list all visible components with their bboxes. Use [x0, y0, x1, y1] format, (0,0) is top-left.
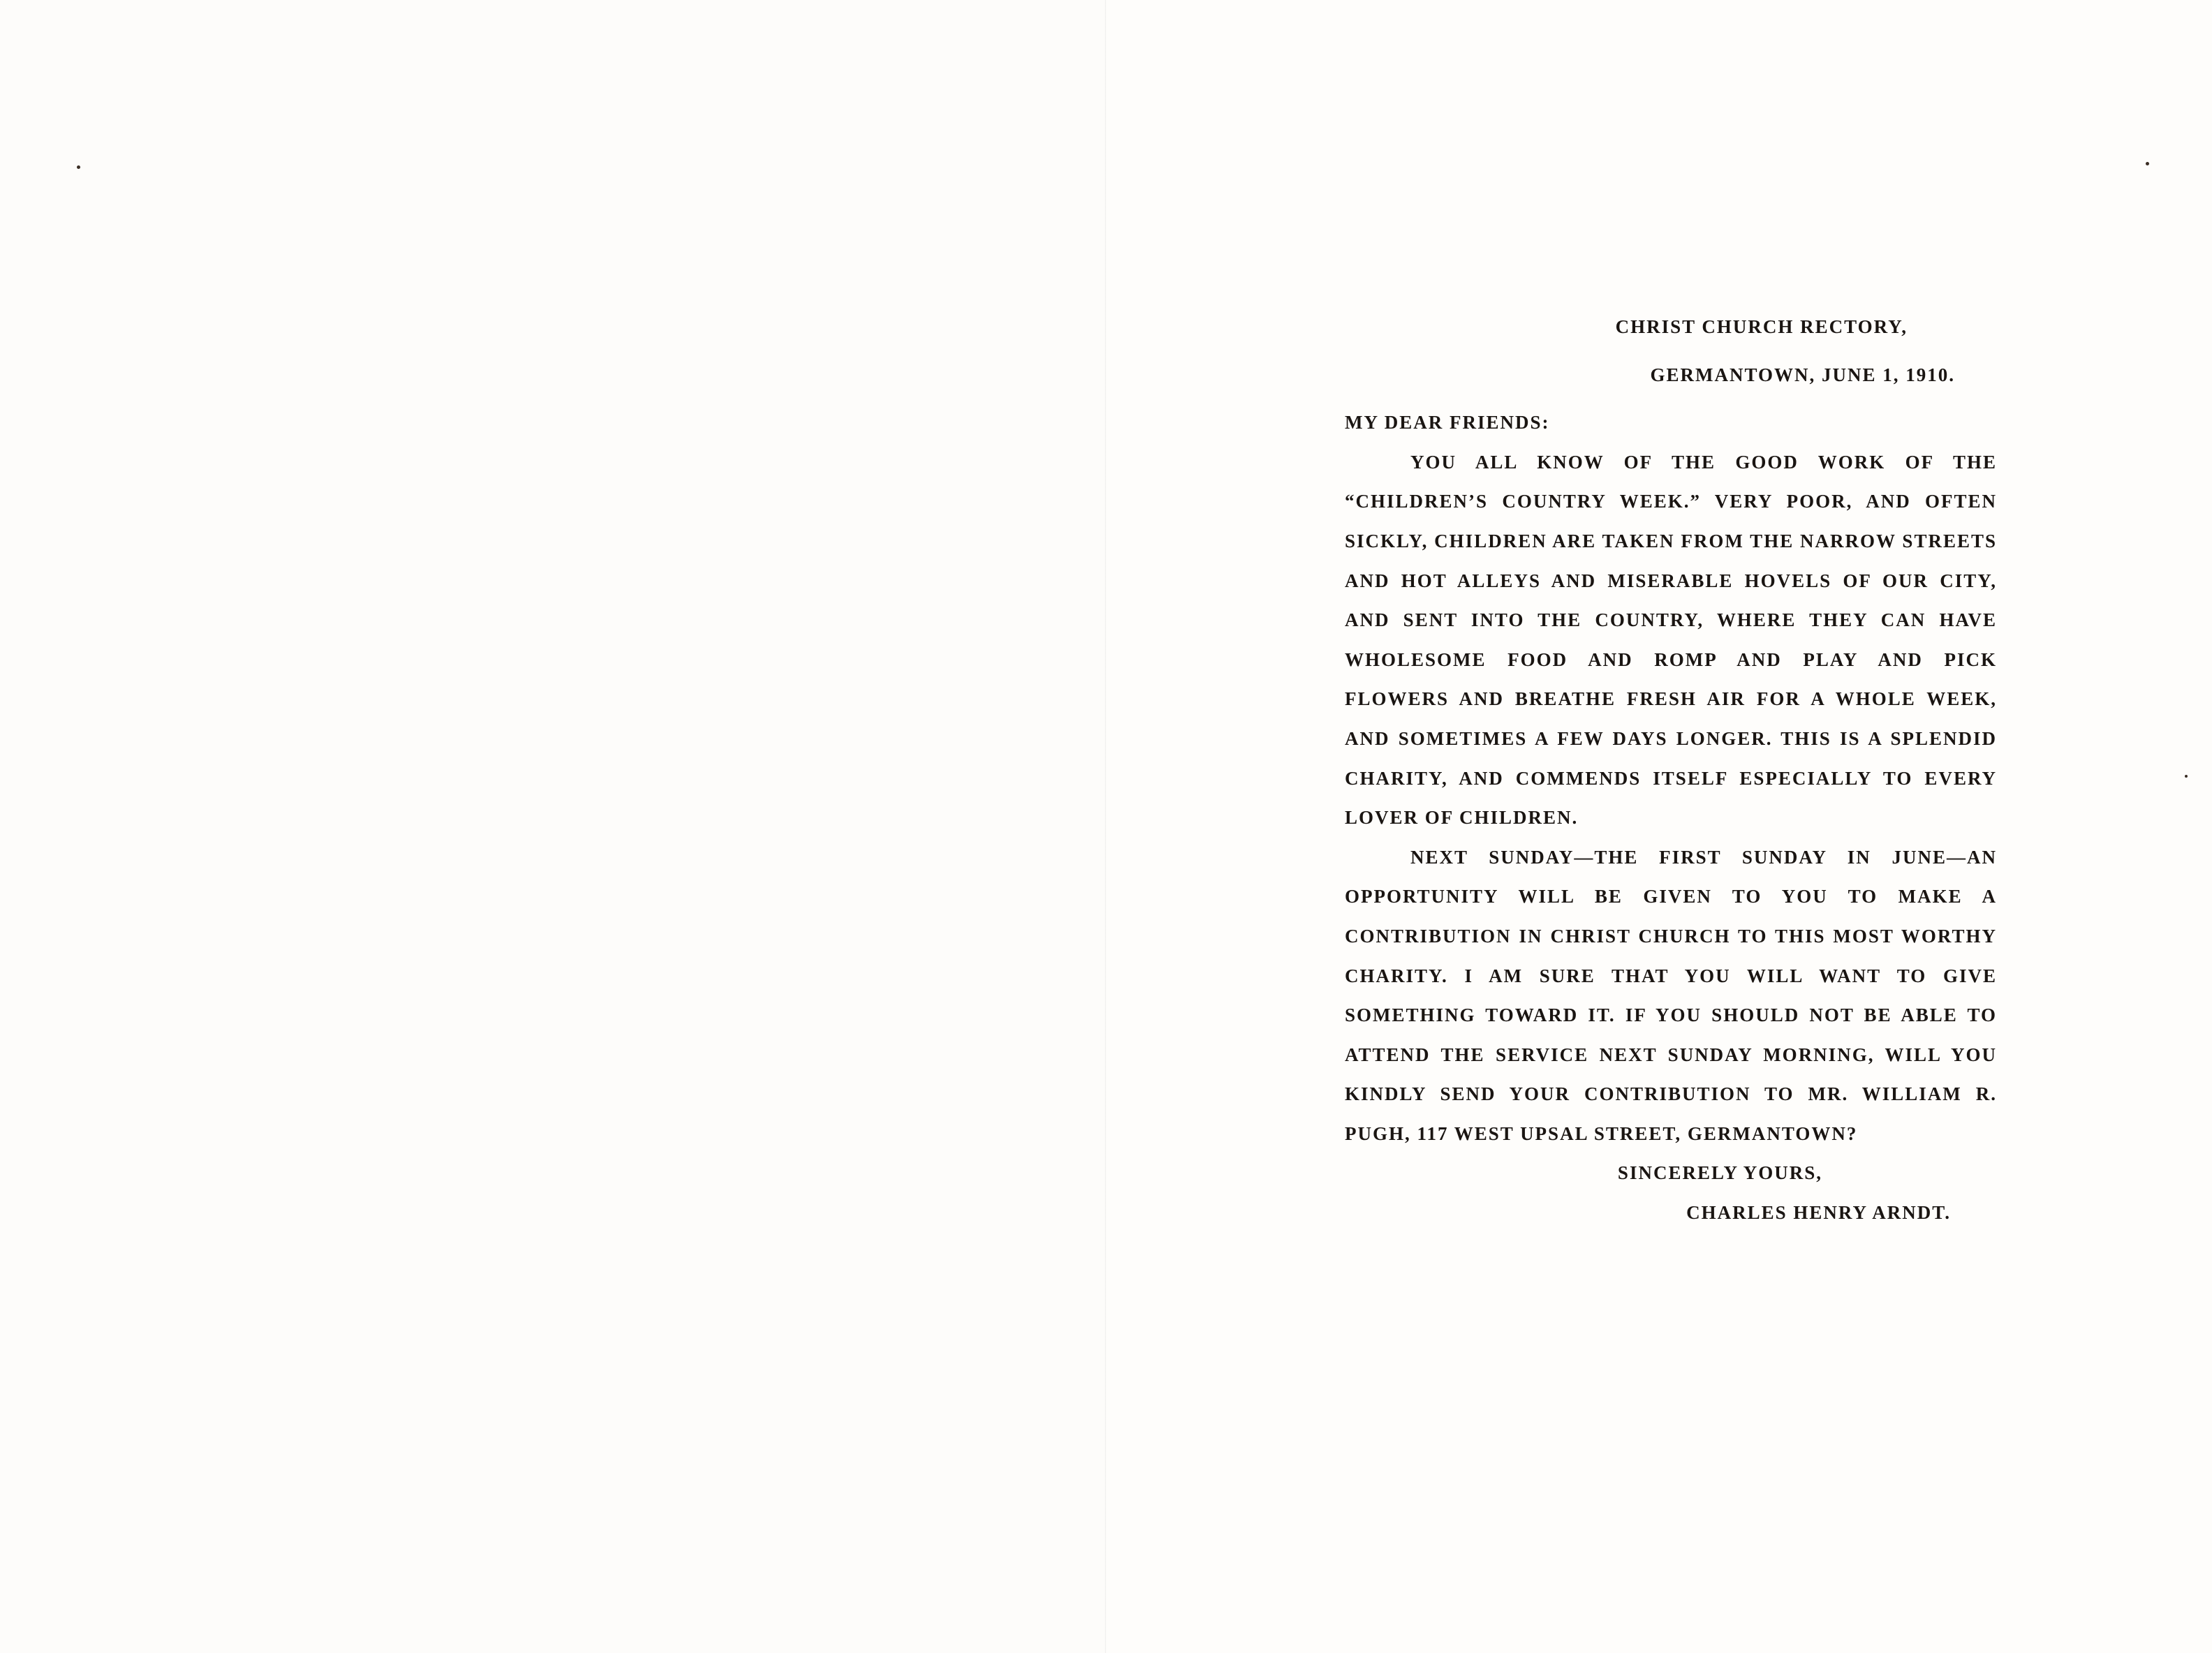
paper-speck	[2146, 162, 2149, 165]
letter-salutation: MY DEAR FRIENDS:	[1345, 412, 1550, 433]
letter-closing: SINCERELY YOURS,	[1617, 1162, 1822, 1184]
letter-paragraph: YOU ALL KNOW OF THE GOOD WORK OF THE “CHILDREN’S COUNTRY WEEK.” VERY POOR, AND OFTEN SICKLY, CHILDREN ARE TAKEN FROM THE NARROW STREETS AND HOT ALLEYS AND MISERABLE HOVELS OF OUR CITY, AND SENT INTO THE COUNTRY, WHERE THEY CAN HAVE WHOLESOME FOOD AND ROMP AND PLAY AND PICK FLOWERS AND BREATHE FRESH AIR FOR A WHOLE WEEK, AND SOMETIMES A FEW DAYS LONGER. THIS IS A SPLENDID CHARITY, AND COMMENDS ITSELF ESPECIALLY TO EVERY LOVER OF CHILDREN.	[1345, 451, 1997, 829]
paper-speck	[77, 165, 80, 169]
paper-speck	[2185, 775, 2188, 778]
letter-heading: CHRIST CHURCH RECTORY,	[1615, 316, 1908, 337]
letter-paragraph: NEXT SUNDAY—THE FIRST SUNDAY IN JUNE—AN OPPORTUNITY WILL BE GIVEN TO YOU TO MAKE A CONTRIBUTION IN CHRIST CHURCH TO THIS MOST WORTHY CHARITY. I AM SURE THAT YOU WILL WANT TO GIVE SOMETHING TOWARD IT. IF YOU SHOULD NOT BE ABLE TO ATTEND THE SERVICE NEXT SUNDAY MORNING, WILL YOU KINDLY SEND YOUR CONTRIBUTION TO MR. WILLIAM R. PUGH, 117 WEST UPSAL STREET, GERMANTOWN?	[1345, 846, 1997, 1144]
letter-body	[1345, 307, 1997, 1233]
letter-dateline: GERMANTOWN, JUNE 1, 1910.	[1650, 364, 1955, 385]
letter-signature: CHARLES HENRY ARNDT.	[1686, 1202, 1951, 1224]
